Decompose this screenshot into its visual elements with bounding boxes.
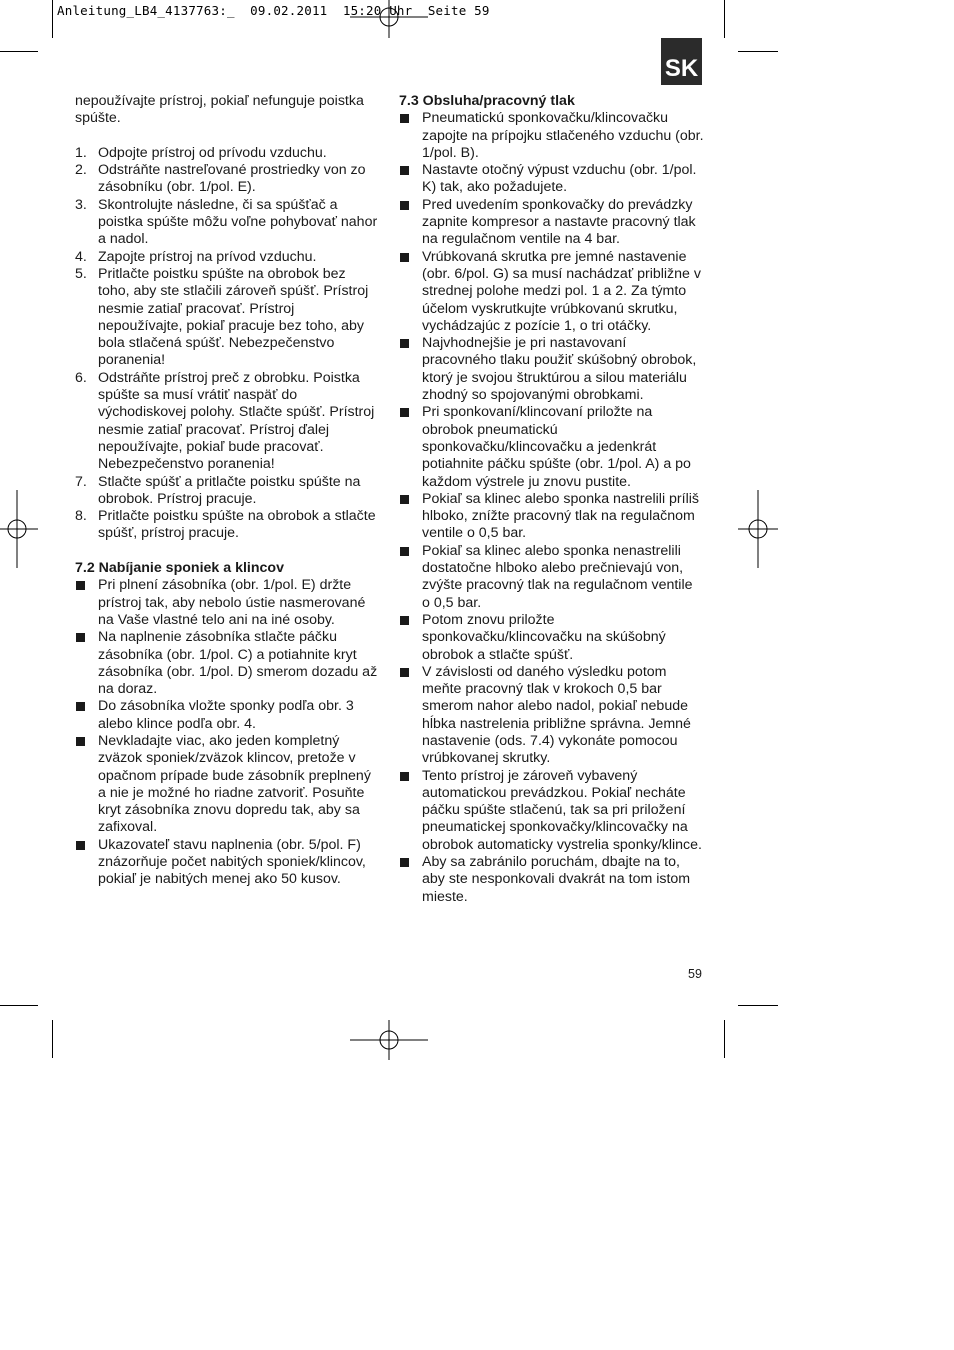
numbered-step [75,508,380,543]
square-bullet-icon [76,702,85,711]
registration-mark-top [350,0,428,38]
square-bullet-icon [76,841,85,850]
bullet-list-7-2 [75,577,380,888]
step-number: 1. [75,144,87,161]
bullet-text: Tento prístroj je zároveň vybavený automatickou prevádzkou. Pokiaľ necháte páčku spúšte stlačenú, tak sa pri priložení pneumatickej sponkovačky/klincovačky na obrobok automaticky vystrelia sponky/klince. [422,767,702,853]
square-bullet-icon [400,114,409,123]
square-bullet-icon [400,495,409,504]
bullet-list-7-3 [399,110,704,906]
bullet-text: Potom znovu priložte sponkovačku/klincovačku na skúšobný obrobok a stlačte spúšť. [422,611,666,663]
square-bullet-icon [400,253,409,262]
bullet-text: Nastavte otočný výpust vzduchu (obr. 1/pol. K) tak, ako požadujete. [422,162,697,196]
step-number: 6. [75,369,87,386]
bullet-text: Pokiaľ sa klinec alebo sponka nenastrelili dostatočne hlboko alebo prečnievajú von, zvýšte pracovný tlak na regulačnom ventile o 0,5 bar. [422,542,693,611]
bullet-item [399,768,704,854]
step-number: 2. [75,162,87,179]
left-column [75,93,380,889]
crop-mark [0,51,38,52]
bullet-item [75,698,380,733]
step-number: 3. [75,196,87,213]
step-number: 4. [75,248,87,265]
bullet-item [399,162,704,197]
bullet-text: Aby sa zabránilo poruchám, dbajte na to, aby ste nesponkovali dvakrát na tom istom mieste. [422,854,691,905]
step-text: Odstráňte nastreľované prostriedky von zo zásobníku (obr. 1/pol. E). [98,162,366,196]
crop-mark [52,1020,53,1058]
bullet-text: Najvhodnejšie je pri nastavovaní pracovného tlaku použiť skúšobný obrobok, ktorý je svojou štruktúrou a silou materiálu zhodný so spojovanými obrobkami. [422,335,697,404]
step-text: Odstráňte prístroj preč z obrobku. Poistka spúšte sa musí vrátiť naspäť do východiskovej polohy. Stlačte spúšť. Prístroj nesmie zatiaľ pracovať. Prístroj ďalej nepoužívajte, pokiaľ bude pracovať. Nebezpečenstvo poranenia! [98,369,375,473]
bullet-item [75,577,380,629]
registration-mark-right [738,490,778,568]
bullet-item [399,249,704,335]
square-bullet-icon [400,858,409,867]
step-number: 8. [75,508,87,525]
square-bullet-icon [76,633,85,642]
bullet-text: Pred uvedením sponkovačky do prevádzky zapnite kompresor a nastavte pracovný tlak na regulačnom ventile na 4 bar. [422,196,696,248]
registration-mark-bottom [350,1020,428,1060]
bullet-text: Pneumatickú sponkovačku/klincovačku zapojte na prípojku stlačeného vzduchu (obr. 1/pol. B). [422,110,704,161]
bullet-item [75,629,380,698]
bullet-item [75,837,380,889]
square-bullet-icon [400,166,409,175]
numbered-step [75,197,380,249]
bullet-text: Do zásobníka vložte sponky podľa obr. 3 alebo klince podľa obr. 4. [98,698,354,732]
numbered-step [75,474,380,509]
square-bullet-icon [400,668,409,677]
bullet-item [399,543,704,612]
square-bullet-icon [400,547,409,556]
step-text: Odpojte prístroj od prívodu vzduchu. [98,144,327,161]
crop-mark [0,1005,38,1006]
square-bullet-icon [76,737,85,746]
bullet-text: Pri sponkovaní/klincovaní priložte na obrobok pneumatickú sponkovačku/klincovačku a jedenkrát potiahnite páčku spúšte (obr. 1/pol. A) a po každom výstrele ju znovu pustite. [422,404,691,490]
bullet-text: Na naplnenie zásobníka stlačte páčku zásobníka (obr. 1/pol. C) a potiahnite kryt zásobníka (obr. 1/pol. D) smerom dozadu až na doraz. [98,629,378,698]
numbered-steps [75,145,380,543]
language-tab: SK [661,38,702,85]
bullet-text: Pokiaľ sa klinec alebo sponka nastrelili príliš hlboko, znížte pracovný tlak na regulačnom ventile o 0,5 bar. [422,490,699,542]
bullet-item [399,612,704,664]
step-text: Pritlačte poistku spúšte na obrobok bez toho, aby ste stlačili zároveň spúšť. Prístroj nesmie zatiaľ pracovať. Prístroj nepoužívajte, pokiaľ pracuje bez toho, aby bola stlačená spúšť. Nebezpečenstvo poranenia! [98,265,369,369]
crop-mark [724,1020,725,1058]
section-heading-7-2: 7.2 Nabíjanie sponiek a klincov [75,560,284,577]
registration-mark-left [0,490,38,568]
step-text: Stlačte spúšť a pritlačte poistku spúšte na obrobok. Prístroj pracuje. [98,473,361,507]
print-slug: Anleitung_LB4_4137763:_ 09.02.2011 15:20 Uhr Seite 59 [57,3,490,18]
square-bullet-icon [76,581,85,590]
bullet-text: Ukazovateľ stavu naplnenia (obr. 5/pol. F) znázorňuje počet nabitých sponiek/klincov, pokiaľ je nabitých menej ako 50 kusov. [98,836,366,888]
square-bullet-icon [400,408,409,417]
section-heading-7-3: 7.3 Obsluha/pracovný tlak [399,93,575,109]
bullet-text: Pri plnení zásobníka (obr. 1/pol. E) držte prístroj tak, aby nebolo ústie nasmerované na Vaše vlastné telo ani na iné osoby. [98,577,366,628]
step-text: Pritlačte poistku spúšte na obrobok a stlačte spúšť, prístroj pracuje. [98,508,376,542]
bullet-item [399,110,704,162]
step-text: Skontrolujte následne, či sa spúšťač a poistka spúšte môžu voľne pohybovať nahor a nadol. [98,196,378,248]
square-bullet-icon [400,616,409,625]
step-number: 5. [75,265,87,282]
bullet-item [399,404,704,490]
bullet-item [75,733,380,837]
bullet-item [399,335,704,404]
step-number: 7. [75,473,87,490]
bullet-text: Nevkladajte viac, ako jeden kompletný zväzok sponiek/zväzok klincov, pretože v opačnom prípade bude zásobník preplnený a nie je možné ho riadne zatvoriť. Posuňte kryt zásobníka znovu dopredu tak, aby sa zafixoval. [98,732,371,836]
bullet-text: Vrúbkovaná skrutka pre jemné nastavenie (obr. 6/pol. G) sa musí nachádzať približne v strednej polohe medzi pol. 1 a 2. Za týmto účelom vyskrutkujte vrúbkovanú skrutku, vychádzajúc z pozície 1, o tri otáčky. [422,248,701,334]
page-number: 59 [688,967,702,981]
numbered-step [75,145,380,162]
numbered-step [75,162,380,197]
crop-mark [724,0,725,38]
right-column [399,93,704,906]
square-bullet-icon [400,339,409,348]
crop-mark [738,51,778,52]
crop-mark [738,1005,778,1006]
square-bullet-icon [400,772,409,781]
crop-mark [52,0,53,38]
bullet-text: V závislosti od daného výsledku potom meňte pracovný tlak v krokoch 0,5 bar smerom nahor alebo nadol, pokiaľ nebude hĺbka nastrelenia približne správna. Jemné nastavenie (ods. 7.4) vykonáte pomocou vrúbkovanej skrutky. [422,663,691,767]
intro-paragraph: nepoužívajte prístroj, pokiaľ nefunguje poistka spúšte. [75,93,364,127]
bullet-item [399,491,704,543]
bullet-item [399,854,704,906]
numbered-step [75,266,380,370]
bullet-item [399,664,704,768]
bullet-item [399,197,704,249]
square-bullet-icon [400,201,409,210]
numbered-step [75,249,380,266]
numbered-step [75,370,380,474]
step-text: Zapojte prístroj na prívod vzduchu. [98,248,317,265]
